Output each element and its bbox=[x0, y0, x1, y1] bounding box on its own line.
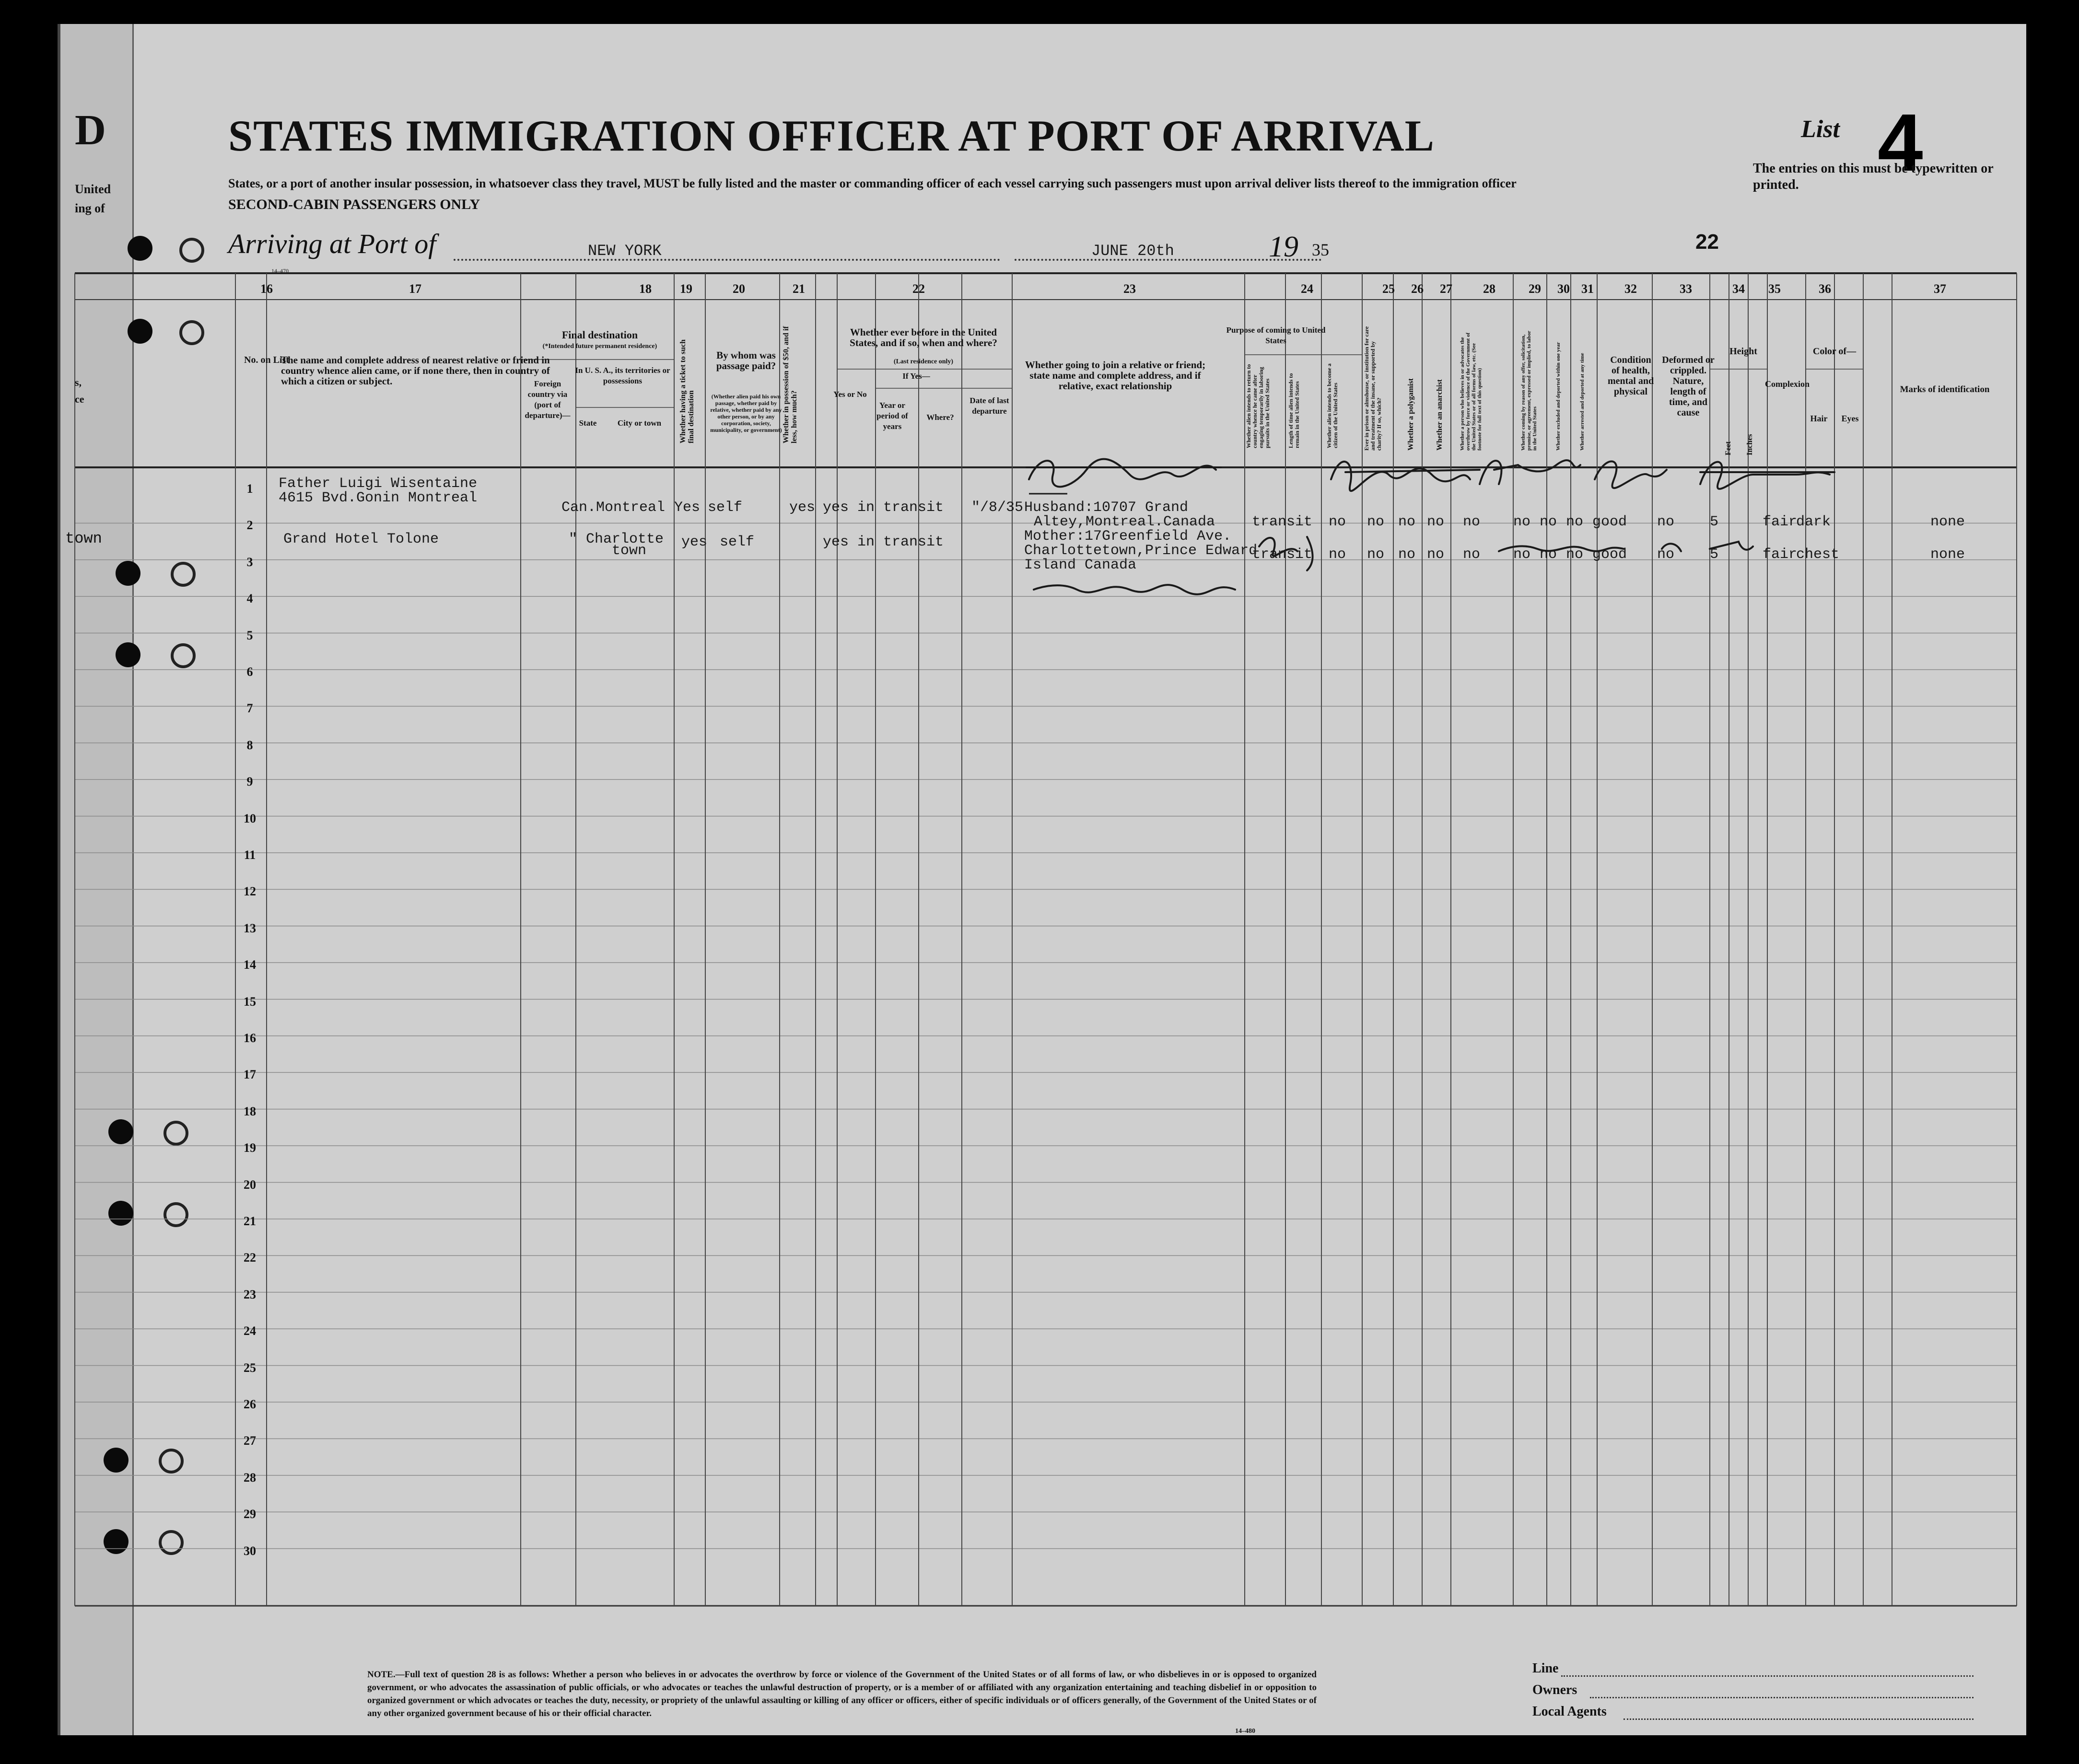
footnote-question-28: NOTE.—Full text of question 28 is as follows: Whether a person who believes in or advocates the overthrow by force or violence of the Government of the United States or of all forms of law, or who disbelieves in or is opposed to organized government, or who advocates the assassination of public officials, or who advocates or teaches the unlawful destruction of property, or is a member of or affiliated with any organization entertaining and teaching disbelief in or opposition to organized government or which advocates or teaches the duty, necessity, or propriety of the unlawful assaulting or killing of any officer or officers, either of specific individuals or of officers generally, of the Government of the United States or of any other organized government because of his or their official character. bbox=[367, 1670, 1317, 1718]
row1-health: good bbox=[1592, 514, 1627, 530]
column-number: 34 bbox=[1732, 282, 1745, 296]
header-excluded: Whether excluded and deported within one year bbox=[1555, 342, 1561, 451]
row1-q29: no bbox=[1513, 514, 1531, 530]
row2-citizen: no bbox=[1329, 546, 1346, 563]
header-city: City or town bbox=[617, 418, 662, 428]
row2-destination: " Charlotte bbox=[569, 531, 664, 547]
header-ticket: Whether having a ticket to such final destination bbox=[679, 339, 695, 443]
row2-purpose: transit bbox=[1252, 546, 1313, 563]
strip-text: United bbox=[75, 182, 111, 196]
row1-address: 4615 Bvd.Gonin Montreal bbox=[279, 490, 478, 506]
row-number: 15 bbox=[244, 994, 256, 1009]
header-join-relative: Whether going to join a relative or friend; state name and complete address, and if relative, exact relationship bbox=[1025, 359, 1206, 392]
header-last-departure: Date of last departure bbox=[969, 396, 1009, 416]
row-number: 24 bbox=[244, 1324, 256, 1338]
row-number: 1 bbox=[246, 482, 253, 496]
list-number: 4 bbox=[1878, 97, 1923, 188]
year-prefix: 19 bbox=[1269, 231, 1298, 263]
line-dotted bbox=[1561, 1675, 1974, 1677]
row1-destination: Can.Montreal bbox=[561, 499, 666, 516]
form-code: 14–470 bbox=[271, 267, 289, 274]
row1-name: Father Luigi Wisentaine bbox=[279, 476, 478, 492]
row2-complexion: fair bbox=[1763, 546, 1798, 563]
column-number: 24 bbox=[1301, 282, 1313, 296]
row-number: 23 bbox=[244, 1287, 256, 1301]
column-number: 36 bbox=[1819, 282, 1831, 296]
header-where: Where? bbox=[926, 413, 954, 422]
column-number: 18 bbox=[639, 282, 652, 296]
header-deported: Whether arrested and deported at any time bbox=[1579, 353, 1585, 451]
row1-complexion: fair bbox=[1763, 514, 1798, 530]
row2-paid: self bbox=[720, 534, 755, 550]
row2-join-2: Charlottetown,Prince Edward bbox=[1024, 543, 1258, 559]
column-number: 19 bbox=[680, 282, 692, 296]
row1-deformed: no bbox=[1657, 514, 1675, 530]
port-value: NEW YORK bbox=[588, 242, 662, 260]
row1-citizen: no bbox=[1329, 514, 1346, 530]
header-yes-no: Yes or No bbox=[833, 390, 867, 399]
header-nearest-relative: The name and complete address of nearest relative or friend in country whence alien came, or if none there, then in country of which a citizen or subject. bbox=[281, 354, 550, 387]
row2-q29: no bbox=[1513, 546, 1531, 563]
agents-dotted bbox=[1623, 1718, 1974, 1720]
row2-marks: none bbox=[1930, 546, 1965, 563]
column-number: 25 bbox=[1382, 282, 1395, 296]
row-number: 30 bbox=[244, 1544, 256, 1558]
header-eyes: Eyes bbox=[1841, 414, 1859, 423]
row1-before: yes in transit bbox=[823, 499, 944, 516]
row1-join-1: Husband:10707 Grand bbox=[1024, 499, 1189, 516]
column-number: 20 bbox=[733, 282, 745, 296]
row1-money: yes bbox=[789, 499, 816, 516]
owners-label: Owners bbox=[1532, 1683, 1577, 1697]
local-agents-label: Local Agents bbox=[1532, 1704, 1607, 1719]
row-number: 12 bbox=[244, 884, 256, 899]
column-number: 22 bbox=[912, 282, 925, 296]
row2-ticket: yes bbox=[681, 534, 708, 550]
row1-date: "/8/35 bbox=[971, 499, 1024, 516]
row-number: 28 bbox=[244, 1470, 256, 1485]
column-number: 16 bbox=[260, 282, 273, 296]
row-number: 21 bbox=[244, 1214, 256, 1228]
column-number: 23 bbox=[1123, 282, 1136, 296]
header-no-on-list: No. on List bbox=[244, 355, 289, 365]
row-number: 20 bbox=[244, 1177, 256, 1192]
manifest-table-grid bbox=[60, 24, 2026, 1735]
header-year-period: Year or period of years bbox=[876, 401, 908, 431]
row1-polygamist: no bbox=[1398, 514, 1416, 530]
row-number: 6 bbox=[246, 665, 253, 679]
page-title: STATES IMMIGRATION OFFICER AT PORT OF ARRIVAL bbox=[228, 111, 1435, 160]
strip-text: ing of bbox=[75, 201, 105, 215]
header-final-destination: Final destination bbox=[561, 329, 638, 341]
header-health: Condition of health, mental and physical bbox=[1607, 355, 1654, 397]
row-number: 27 bbox=[244, 1434, 256, 1448]
row-number: 10 bbox=[244, 811, 256, 825]
header-question-28: Whether a person who believes in or advocates the overthrow by force or violence of the Government of the United States or of all forms of law, etc. (See footnote for full text of this question) bbox=[1460, 332, 1483, 451]
header-feet: Feet bbox=[1724, 441, 1732, 455]
row-number: 5 bbox=[246, 628, 253, 642]
header-last-residence: (Last residence only) bbox=[893, 358, 954, 365]
header-state: State bbox=[579, 418, 597, 428]
column-number: 21 bbox=[793, 282, 805, 296]
row2-join-3: Island Canada bbox=[1024, 557, 1137, 573]
row2-feet: 5 bbox=[1710, 546, 1719, 563]
row2-q30: no bbox=[1540, 546, 1557, 563]
page-subtitle: States, or a port of another insular possession, in whatsoever class they travel, MUST be fully listed and the master or commanding officer of each vessel carrying such passengers must upon arrival deliver lists thereof to the immigration officer bbox=[228, 176, 1517, 190]
header-prison: Ever in prison or almshouse, or institution for care and treatment of the insane, or supported by charity? If so, which? bbox=[1363, 326, 1382, 451]
row2-prison: no bbox=[1367, 546, 1385, 563]
column-number: 30 bbox=[1557, 282, 1570, 296]
owners-dotted bbox=[1590, 1697, 1974, 1698]
column-number: 35 bbox=[1768, 282, 1781, 296]
column-number: 26 bbox=[1411, 282, 1424, 296]
row-number: 8 bbox=[246, 738, 253, 752]
row2-destination-town: town bbox=[612, 543, 647, 559]
row1-purpose: transit bbox=[1252, 514, 1313, 530]
row1-join-2: Altey,Montreal.Canada bbox=[1034, 514, 1215, 530]
row1-q31: no bbox=[1566, 514, 1584, 530]
strip-text: ce bbox=[75, 393, 84, 405]
row1-q28: no bbox=[1463, 514, 1481, 530]
row2-deformed: no bbox=[1657, 546, 1675, 563]
row2-polygamist: no bbox=[1398, 546, 1416, 563]
list-label: List bbox=[1801, 116, 1840, 143]
row-number: 16 bbox=[244, 1031, 256, 1045]
row1-prison: no bbox=[1367, 514, 1385, 530]
column-number: 33 bbox=[1680, 282, 1692, 296]
strip-text: s, bbox=[75, 376, 82, 388]
form-number: 14–480 bbox=[1235, 1728, 1255, 1735]
row2-q28: no bbox=[1463, 546, 1481, 563]
strip-text: town bbox=[65, 530, 102, 547]
arriving-label: Arriving at Port of bbox=[228, 228, 436, 259]
column-number: 27 bbox=[1440, 282, 1452, 296]
column-number: 32 bbox=[1624, 282, 1637, 296]
row2-q31: no bbox=[1566, 546, 1584, 563]
row1-hair: dark bbox=[1796, 514, 1831, 530]
row1-feet: 5 bbox=[1710, 514, 1719, 530]
header-height: Height bbox=[1729, 346, 1757, 357]
column-number: 17 bbox=[409, 282, 421, 296]
header-if-yes: If Yes— bbox=[902, 371, 930, 381]
header-foreign-country: Foreign country via (port of departure)— bbox=[525, 379, 571, 420]
header-anarchist: Whether an anarchist bbox=[1436, 379, 1444, 451]
row1-anarchist: no bbox=[1427, 514, 1445, 530]
header-return-intent: Whether alien intends to return to country whence he came after engaging temporarily in laboring pursuits in the United States bbox=[1245, 364, 1271, 448]
header-in-usa: In U. S. A., its territories or possessions bbox=[575, 366, 670, 385]
header-passage-paid: By whom was passage paid? bbox=[716, 349, 776, 371]
line-label: Line bbox=[1532, 1661, 1559, 1676]
row-number: 25 bbox=[244, 1360, 256, 1375]
row1-marks: none bbox=[1930, 514, 1965, 530]
row1-q30: no bbox=[1540, 514, 1557, 530]
header-fifty-dollars: Whether in possession of $50, and if less, how much? bbox=[782, 326, 798, 443]
strip-letter: D bbox=[75, 106, 106, 154]
row-number: 4 bbox=[246, 592, 253, 606]
column-number: 37 bbox=[1934, 282, 1946, 296]
row-number: 29 bbox=[244, 1507, 256, 1521]
header-before-in-us: Whether ever before in the United States, and if so, when and where? bbox=[850, 326, 997, 348]
list-note: The entries on this must be typewritten or printed. bbox=[1753, 161, 1994, 192]
handwritten-annotations bbox=[1019, 446, 1882, 618]
header-complexion: Complexion bbox=[1765, 379, 1810, 389]
row-number: 14 bbox=[244, 958, 256, 972]
row-number: 7 bbox=[246, 701, 253, 716]
row-number: 18 bbox=[244, 1104, 256, 1118]
header-passage-paid-note: (Whether alien paid his own passage, whether paid by relative, whether paid by any other person, or by any corporation, society, municipality, or government) bbox=[710, 393, 782, 433]
manifest-sheet bbox=[58, 24, 2026, 1735]
header-inches: Inches bbox=[1746, 434, 1754, 455]
row-number: 26 bbox=[244, 1397, 256, 1411]
row-number: 3 bbox=[246, 555, 253, 569]
header-purpose: Purpose of coming to United States bbox=[1226, 325, 1326, 345]
header-length-of-stay: Length of time alien intends to remain in the United States bbox=[1287, 373, 1300, 448]
row2-health: good bbox=[1592, 546, 1627, 563]
passenger-class: SECOND-CABIN PASSENGERS ONLY bbox=[228, 197, 480, 212]
header-hair: Hair bbox=[1810, 414, 1828, 423]
header-deformed: Deformed or crippled. Nature, length of time, and cause bbox=[1662, 355, 1715, 418]
row-number: 19 bbox=[244, 1141, 256, 1155]
column-number: 28 bbox=[1483, 282, 1495, 296]
row2-anarchist: no bbox=[1427, 546, 1445, 563]
row-number: 13 bbox=[244, 921, 256, 935]
row-number: 11 bbox=[244, 848, 256, 862]
row-number: 9 bbox=[246, 775, 253, 789]
header-polygamist: Whether a polygamist bbox=[1407, 378, 1415, 451]
row-number: 17 bbox=[244, 1068, 256, 1082]
header-citizen-intent: Whether alien intends to become a citizen of the United States bbox=[1326, 363, 1339, 448]
column-number: 31 bbox=[1581, 282, 1594, 296]
header-final-destination-note: (*Intended future permanent residence) bbox=[542, 343, 657, 350]
row2-join-1: Mother:17Greenfield Ave. bbox=[1024, 528, 1232, 545]
column-number: 29 bbox=[1529, 282, 1541, 296]
row-number: 2 bbox=[246, 518, 253, 533]
sheet-number: 22 bbox=[1695, 230, 1719, 254]
row2-name: Grand Hotel Tolone bbox=[283, 531, 439, 547]
row2-hair: chest bbox=[1796, 546, 1840, 563]
header-color-of: Color of— bbox=[1812, 346, 1857, 357]
date-value: JUNE 20th bbox=[1091, 242, 1174, 260]
row1-paid: self bbox=[708, 499, 743, 516]
row1-ticket: Yes bbox=[674, 499, 701, 516]
row2-before: yes in transit bbox=[823, 534, 944, 550]
header-marks: Marks of identification bbox=[1900, 384, 1990, 395]
year-suffix: 35 bbox=[1312, 240, 1329, 259]
row-number: 22 bbox=[244, 1251, 256, 1265]
header-contract-labor: Whether coming by reason of any offer, solicitation, promise, or agreement, expressed or implied, to labor in the United States bbox=[1520, 331, 1538, 451]
